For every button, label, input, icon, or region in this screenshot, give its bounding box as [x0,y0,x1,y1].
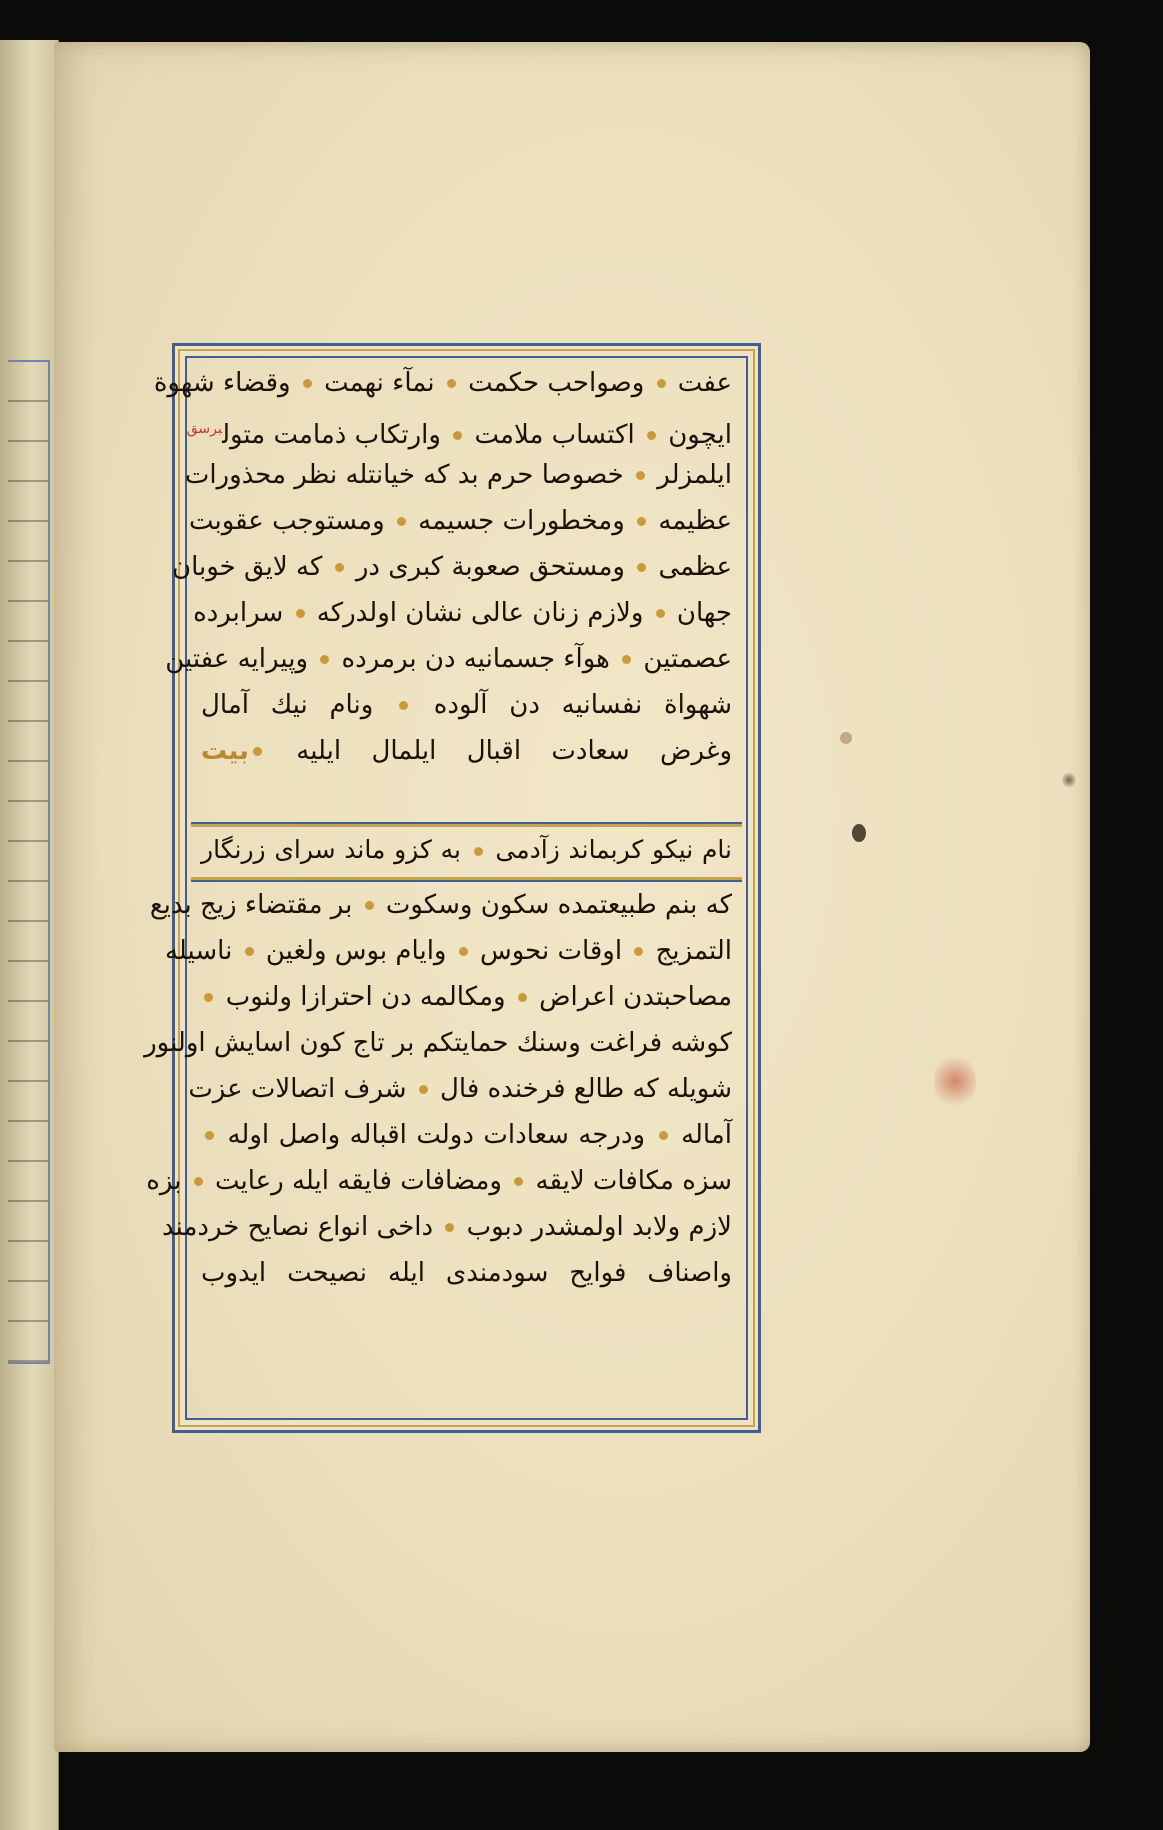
gold-verse-marker [399,701,408,710]
text-line: جهان ولازم زنان عالى نشان اولدركه سرابرده [193,598,732,628]
text-line: عظيمه ومخطورات جسيمه ومستوجب عقوبت [188,506,732,536]
text-line: كه بنم طبيعتمده سكون وسكوت بر مقتضاء زيج بديع [149,890,732,920]
gold-verse-marker [365,901,374,910]
gold-verse-marker [205,1131,214,1140]
facing-page-edge [0,40,59,1830]
gold-verse-marker [335,563,344,572]
gold-verse-marker [637,563,646,572]
gold-verse-marker [459,947,468,956]
text-line: كوشه فراغت وسنك حمايتكم بر تاج كون اسايش اولنور [144,1028,732,1058]
brown-spot [840,732,852,744]
text-line: التمزيج اوقات نحوس وايام بوس ولغين ناسيله [164,936,732,966]
prose-panel-lower [144,882,742,1392]
gold-verse-marker [194,1177,203,1186]
gold-verse-marker [647,431,656,440]
gold-verse-marker [296,609,305,618]
gold-verse-marker [204,993,213,1002]
red-stain [934,1052,976,1110]
text-line-body: ايچون اكتساب ملامت وارتكاب ذمامت متول [222,419,732,450]
text-line: واصناف فوايح سودمندى ايله نصيحت ايدوب [201,1258,732,1288]
gold-verse-marker [447,379,456,388]
text-block [144,343,761,1433]
text-line: عظمى ومستحق صعوبة كبرى در كه لايق خوبان [171,552,732,582]
gold-verse-marker [514,1177,523,1186]
gold-verse-marker [634,947,643,956]
text-line: سزه مكافات لايقه ومضافات فايقه ايله رعايت بزه [146,1166,732,1196]
gold-verse-marker [518,993,527,1002]
bayt-heading: بيت [201,736,249,766]
gold-verse-marker [657,379,666,388]
text-line [186,406,742,452]
gold-verse-marker [637,517,646,526]
text-line: عصمتين هوآء جسمانيه دن برمرده وپيرايه عفتين [165,644,732,674]
gold-verse-marker [636,471,645,480]
gold-verse-marker [474,847,483,856]
text-line: عفت وصواحب حكمت نمآء نهمت وقضاء شهوة [153,368,732,398]
gold-verse-marker [303,379,312,388]
text-line: لازم ولابد اولمشدر دبوب داخى انواع نصايح خردمند [161,1212,732,1242]
gold-verse-marker [397,517,406,526]
gold-verse-marker [253,747,262,756]
verse-panel [191,822,742,882]
gold-verse-marker [245,947,254,956]
gold-verse-marker [656,609,665,618]
text-line: آماله ودرجه سعادات دولت اقباله واصل اوله [191,1112,742,1158]
gold-verse-marker [445,1223,454,1232]
verse-line: نام نيكو كربماند زآدمى به كزو ماند سراى زرنگار [201,835,733,864]
text-line: ايلمزلر خصوصا حرم بد كه خيانتله نظر محذورات [184,460,732,490]
gold-verse-marker [622,655,631,664]
gold-verse-marker [659,1131,668,1140]
text-line: شهواة نفسانيه دن آلوده ونام نيك آمال [201,690,732,720]
text-line: مصاحبتدن اعراض ومكالمه دن احترازا ولنوب [191,974,742,1020]
margin-smudge [1062,772,1076,788]
prose-panel-upper [153,360,742,822]
rubric-annotation: برسق [186,421,223,437]
gold-verse-marker [419,1085,428,1094]
text-line: وغرض سعادت اقبال ايلمال ايليه بيت [201,736,732,766]
gold-verse-marker [320,655,329,664]
ink-spot [852,824,866,842]
text-line: شويله كه طالع فرخنده فال شرف اتصالات عزت [188,1074,732,1104]
facing-page-text-frame [8,360,50,1364]
gold-verse-marker [453,431,462,440]
